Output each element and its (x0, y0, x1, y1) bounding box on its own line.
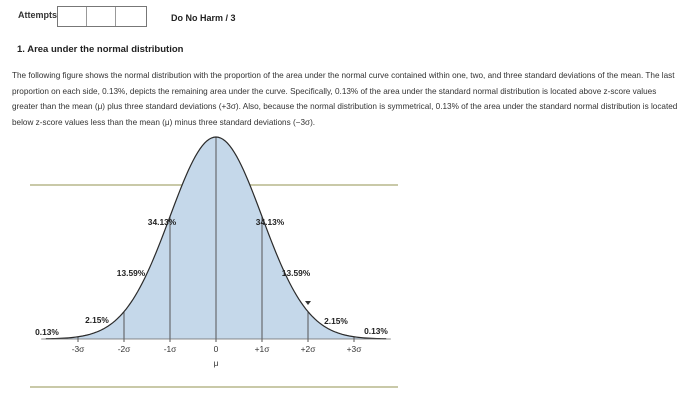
region-label: 13.59% (281, 268, 311, 278)
policy-label: Do No Harm / 3 (171, 13, 236, 23)
region-label: 2.15% (85, 315, 109, 325)
tick-label: +3σ (346, 344, 362, 354)
region-label: 34.13% (255, 217, 285, 227)
region-label: 13.59% (116, 268, 146, 278)
region-label: 34.13% (147, 217, 177, 227)
tick-label: +1σ (254, 344, 270, 354)
attempts-label: Attempts (18, 10, 58, 20)
marker-arrow-icon (305, 301, 311, 305)
tick-label: +2σ (300, 344, 316, 354)
mean-label: μ (213, 358, 219, 368)
region-label: 0.13% (35, 327, 59, 337)
tick-label: -2σ (117, 344, 131, 354)
region-label: 0.13% (364, 326, 388, 336)
tick-label: -3σ (71, 344, 85, 354)
question-paragraph: The following figure shows the normal distribution with the proportion of the area under the normal curve contained within one, two, and three standard deviations of the mean. The last proportion on each side, 0.13%, depicts the remaining area under the curve. Specifically, 0.13% of the area under the standard normal distribution is located above z-score values greater than the mean (μ) plus three standard deviations (+3σ). Also, because the normal distribution is symmetrical, 0.13% of the area under the standard normal distribution is located below z-score values less than the mean (μ) minus three standard deviations (−3σ). (12, 71, 678, 127)
question-title: 1. Area under the normal distribution (17, 44, 184, 55)
region-label: 2.15% (324, 316, 348, 326)
tick-label: -1σ (163, 344, 177, 354)
tick-label: 0 (213, 344, 219, 354)
divider-bottom (30, 386, 398, 388)
